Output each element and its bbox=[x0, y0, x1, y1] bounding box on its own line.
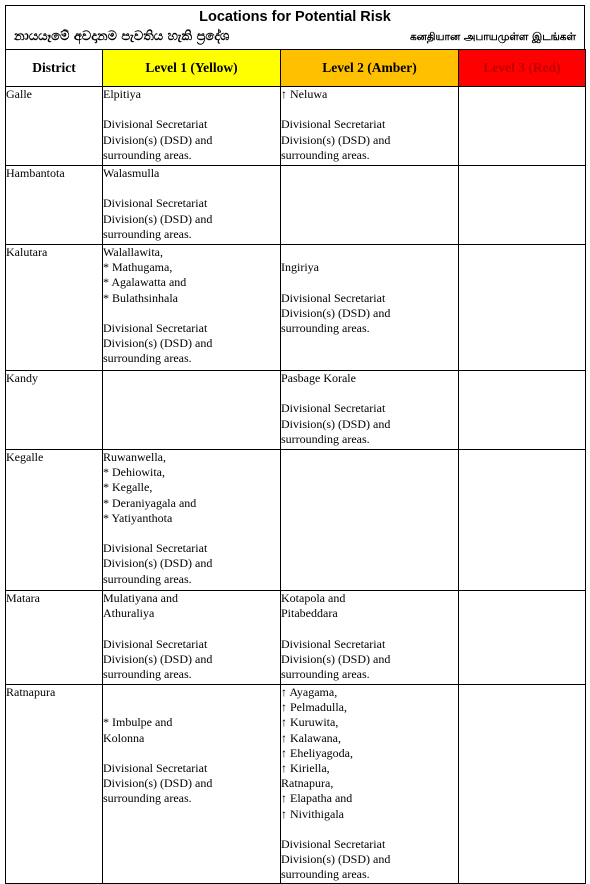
spacer bbox=[281, 386, 458, 401]
spacer bbox=[103, 685, 280, 700]
dsd-note: surrounding areas. bbox=[281, 320, 370, 335]
table-row bbox=[6, 371, 586, 450]
table-header-banner bbox=[5, 5, 585, 49]
dsd-note: Divisional Secretariat bbox=[103, 636, 208, 651]
dsd-note: surrounding areas. bbox=[103, 147, 192, 162]
dsd-note: Divisional Secretariat bbox=[281, 117, 386, 132]
level1-cell bbox=[103, 591, 281, 685]
table-row bbox=[6, 245, 586, 371]
location-name: Pitabeddara bbox=[281, 606, 338, 621]
district-name: Ratnapura bbox=[6, 685, 103, 884]
location-name: Ingiriya bbox=[281, 260, 319, 275]
spacer bbox=[281, 245, 458, 260]
location-name: ↑ Pelmadulla, bbox=[281, 700, 347, 715]
location-name: * Mathugama, bbox=[103, 260, 173, 275]
table-body bbox=[6, 87, 586, 884]
location-name: Kolonna bbox=[103, 730, 145, 745]
location-name: * Dehiowita, bbox=[103, 465, 165, 480]
location-name: * Agalawatta and bbox=[103, 275, 187, 290]
level3-cell bbox=[459, 371, 586, 450]
dsd-note: Division(s) (DSD) and bbox=[281, 651, 391, 666]
dsd-note: Division(s) (DSD) and bbox=[103, 556, 213, 571]
dsd-note: Divisional Secretariat bbox=[281, 401, 386, 416]
dsd-note: surrounding areas. bbox=[103, 791, 192, 806]
dsd-note: Division(s) (DSD) and bbox=[281, 416, 391, 431]
location-name: ↑ Kiriella, bbox=[281, 761, 330, 776]
risk-locations-table bbox=[5, 49, 586, 884]
dsd-note: Division(s) (DSD) and bbox=[103, 132, 213, 147]
location-name: Pasbage Korale bbox=[281, 371, 356, 385]
location-name: Walasmulla bbox=[103, 166, 160, 180]
location-name: ↑ Kalawana, bbox=[281, 730, 341, 745]
table-row bbox=[6, 166, 586, 245]
subtitle-sinhala: නායයෑමේ අවදානම පැවතිය හැකි ප්‍රදේශ bbox=[14, 29, 230, 44]
dsd-note: Division(s) (DSD) and bbox=[103, 776, 213, 791]
district-name: Kalutara bbox=[6, 245, 103, 371]
dsd-note: surrounding areas. bbox=[281, 147, 370, 162]
level3-cell bbox=[459, 166, 586, 245]
level3-cell bbox=[459, 450, 586, 591]
subtitle-tamil: கனதியான அபாயமுள்ள இடங்கள் bbox=[409, 31, 576, 43]
table-row bbox=[6, 685, 586, 884]
dsd-note: Divisional Secretariat bbox=[103, 541, 208, 556]
table-row bbox=[6, 450, 586, 591]
column-header-level2: Level 2 (Amber) bbox=[281, 50, 459, 87]
location-name: Ruwanwella, bbox=[103, 450, 166, 464]
level1-cell bbox=[103, 371, 281, 450]
level1-cell bbox=[103, 245, 281, 371]
location-name: ↑ Eheliyagoda, bbox=[281, 745, 353, 760]
spacer bbox=[103, 102, 280, 117]
level3-cell bbox=[459, 685, 586, 884]
dsd-note: Division(s) (DSD) and bbox=[103, 211, 213, 226]
level3-cell bbox=[459, 87, 586, 166]
location-name: ↑ Neluwa bbox=[281, 87, 328, 101]
spacer bbox=[281, 621, 458, 636]
district-name: Galle bbox=[6, 87, 103, 166]
column-header-level3: Level 3 (Red) bbox=[459, 50, 586, 87]
dsd-note: Division(s) (DSD) and bbox=[281, 852, 391, 867]
location-name: * Kegalle, bbox=[103, 480, 153, 495]
level2-cell bbox=[281, 450, 459, 591]
level2-cell bbox=[281, 87, 459, 166]
level3-cell bbox=[459, 245, 586, 371]
spacer bbox=[103, 181, 280, 196]
district-name: Matara bbox=[6, 591, 103, 685]
level1-cell bbox=[103, 685, 281, 884]
column-header-row bbox=[6, 50, 586, 87]
location-name: Walallawita, bbox=[103, 245, 164, 259]
location-name: Ratnapura, bbox=[281, 776, 334, 791]
dsd-note: Division(s) (DSD) and bbox=[103, 336, 213, 351]
level1-cell bbox=[103, 450, 281, 591]
dsd-note: surrounding areas. bbox=[103, 571, 192, 586]
column-header-level1: Level 1 (Yellow) bbox=[103, 50, 281, 87]
level2-cell bbox=[281, 245, 459, 371]
location-name: Elpitiya bbox=[103, 87, 141, 101]
location-name: * Imbulpe and bbox=[103, 715, 173, 730]
dsd-note: surrounding areas. bbox=[103, 667, 192, 681]
dsd-note: Division(s) (DSD) and bbox=[281, 132, 391, 147]
page-title: Locations for Potential Risk bbox=[199, 9, 391, 25]
location-name: ↑ Kuruwita, bbox=[281, 715, 339, 730]
column-header-district: District bbox=[6, 50, 103, 87]
spacer bbox=[103, 526, 280, 541]
dsd-note: surrounding areas. bbox=[103, 226, 192, 241]
location-name: ↑ Elapatha and bbox=[281, 791, 353, 806]
level1-cell bbox=[103, 87, 281, 166]
spacer bbox=[281, 102, 458, 117]
dsd-note: Divisional Secretariat bbox=[103, 760, 208, 775]
level1-cell bbox=[103, 166, 281, 245]
location-name: * Yatiyanthota bbox=[103, 510, 173, 525]
location-name: ↑ Ayagama, bbox=[281, 685, 338, 699]
location-name: ↑ Nivithigala bbox=[281, 806, 344, 821]
level2-cell bbox=[281, 685, 459, 884]
spacer bbox=[103, 621, 280, 636]
location-name: Mulatiyana and bbox=[103, 591, 178, 605]
location-name: * Bulathsinhala bbox=[103, 290, 178, 305]
spacer bbox=[281, 275, 458, 290]
dsd-note: Divisional Secretariat bbox=[281, 290, 386, 305]
district-name: Hambantota bbox=[6, 166, 103, 245]
dsd-note: surrounding areas. bbox=[281, 431, 370, 446]
district-name: Kandy bbox=[6, 371, 103, 450]
dsd-note: Divisional Secretariat bbox=[103, 196, 208, 211]
location-name: Athuraliya bbox=[103, 606, 155, 621]
spacer bbox=[103, 306, 280, 321]
dsd-note: Divisional Secretariat bbox=[281, 837, 386, 852]
level2-cell bbox=[281, 166, 459, 245]
spacer bbox=[103, 746, 280, 761]
level3-cell bbox=[459, 591, 586, 685]
dsd-note: Divisional Secretariat bbox=[103, 321, 208, 335]
table-row bbox=[6, 591, 586, 685]
level2-cell bbox=[281, 591, 459, 685]
dsd-note: surrounding areas. bbox=[281, 867, 370, 882]
dsd-note: Divisional Secretariat bbox=[281, 636, 386, 651]
dsd-note: Division(s) (DSD) and bbox=[103, 651, 213, 666]
district-name: Kegalle bbox=[6, 450, 103, 591]
spacer bbox=[103, 700, 280, 715]
dsd-note: Division(s) (DSD) and bbox=[281, 305, 391, 320]
dsd-note: Divisional Secretariat bbox=[103, 117, 208, 132]
level2-cell bbox=[281, 371, 459, 450]
location-name: * Deraniyagala and bbox=[103, 495, 197, 510]
spacer bbox=[281, 822, 458, 837]
dsd-note: surrounding areas. bbox=[281, 667, 370, 681]
table-row bbox=[6, 87, 586, 166]
location-name: Kotapola and bbox=[281, 591, 346, 605]
dsd-note: surrounding areas. bbox=[103, 351, 192, 366]
